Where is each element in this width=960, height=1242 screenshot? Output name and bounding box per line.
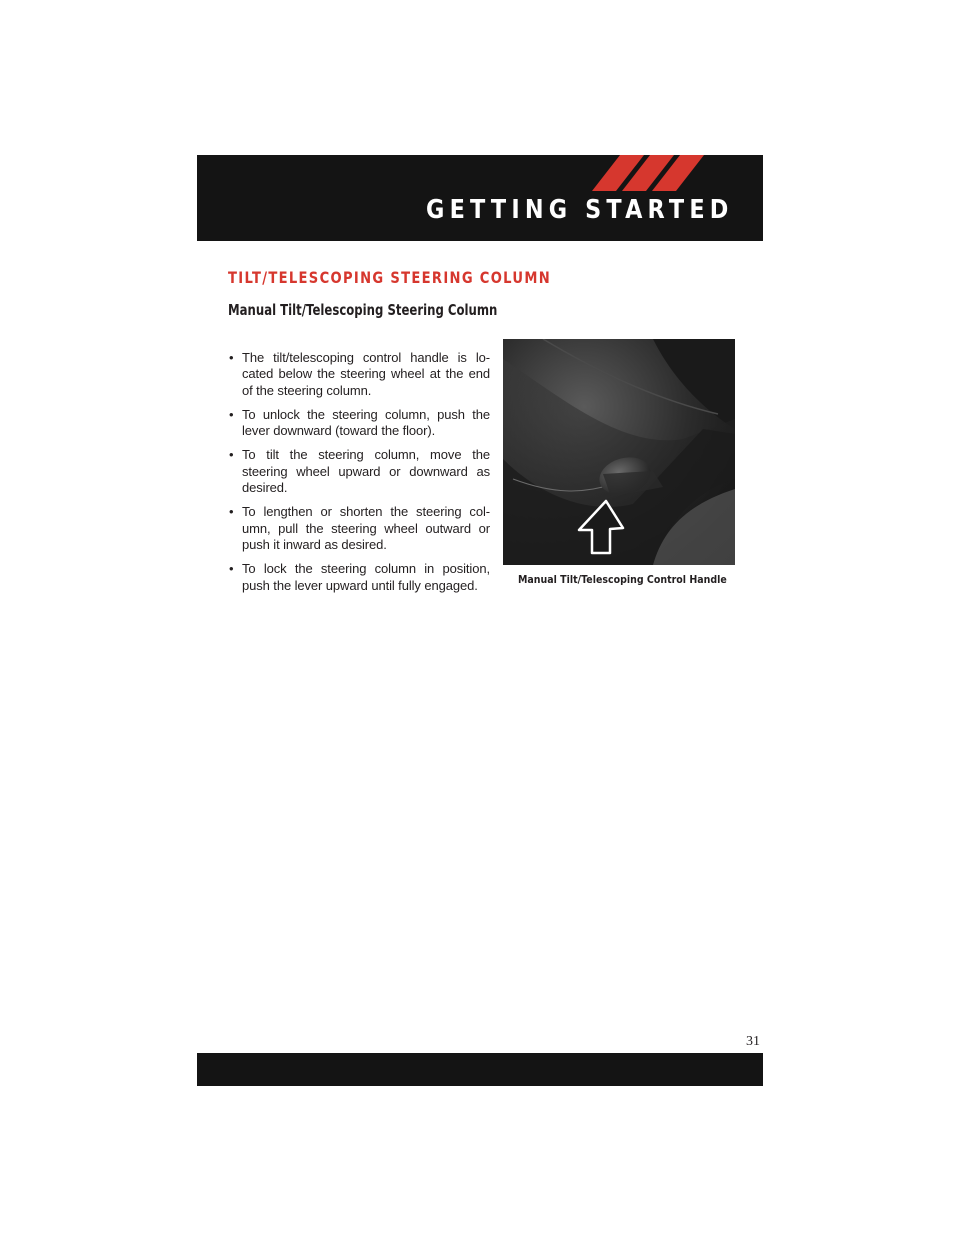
bullet-icon: • bbox=[229, 406, 234, 422]
page-number: 31 bbox=[746, 1034, 760, 1049]
bullet-icon: • bbox=[229, 504, 234, 520]
page-title: TILT/TELESCOPING STEERING COLUMN bbox=[228, 268, 552, 287]
figure-caption: Manual Tilt/Telescoping Control Handle bbox=[518, 573, 727, 586]
list-item bbox=[228, 447, 490, 496]
list-item-text: The tilt/telescoping control handle is lo-cated below the steering wheel at the end of the steering column. bbox=[242, 350, 490, 398]
list-item-text: To unlock the steering column, push the lever downward (toward the floor). bbox=[242, 406, 490, 439]
instruction-list bbox=[228, 350, 490, 602]
bullet-icon: • bbox=[229, 447, 234, 463]
section-label: GETTING STARTED bbox=[425, 195, 733, 225]
list-item bbox=[228, 350, 490, 399]
list-item-text: To tilt the steering column, move the steering wheel upward or downward as desired. bbox=[242, 447, 490, 496]
red-stripes-logo bbox=[592, 155, 704, 191]
steering-column-photo bbox=[503, 339, 735, 565]
bullet-icon: • bbox=[229, 561, 234, 577]
bullet-icon: • bbox=[229, 350, 234, 365]
page-subtitle: Manual Tilt/Telescoping Steering Column bbox=[228, 301, 498, 319]
list-item-text: To lock the steering column in position, push the lever upward until fully engaged. bbox=[242, 561, 490, 593]
footer-band bbox=[197, 1053, 763, 1086]
list-item bbox=[228, 407, 490, 440]
list-item-text: To lengthen or shorten the steering col-umn, pull the steering wheel outward or push it inward as desired. bbox=[242, 504, 490, 552]
list-item bbox=[228, 504, 490, 553]
list-item bbox=[228, 561, 490, 594]
